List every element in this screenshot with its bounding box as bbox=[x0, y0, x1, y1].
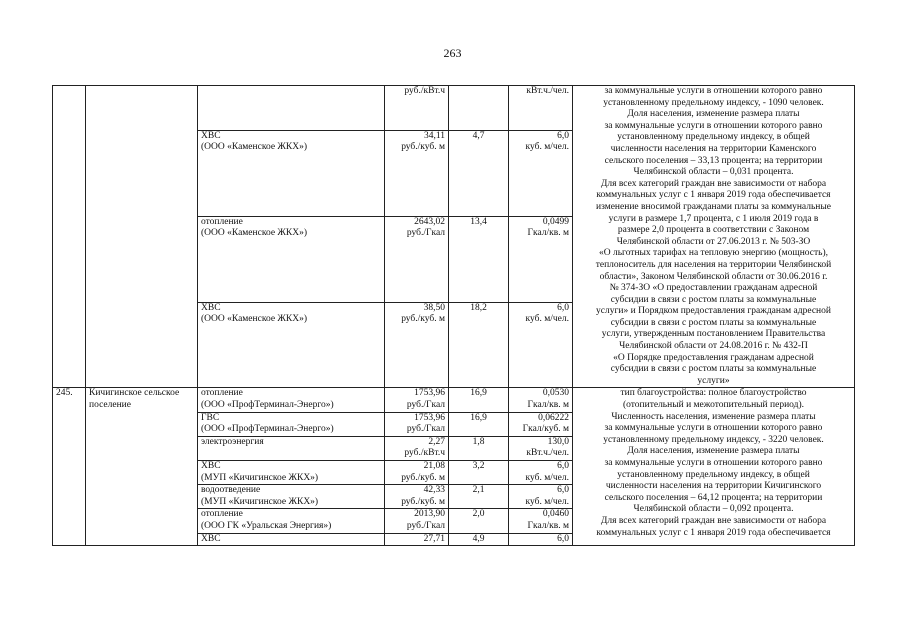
description-line: за коммунальные услуги в отношении которого равно bbox=[604, 458, 823, 468]
tariff-value: 2013,90 bbox=[414, 509, 445, 520]
norm-cell bbox=[509, 388, 573, 412]
norm-unit: кВт.ч./чел. bbox=[526, 86, 569, 96]
description-line: Доля населения, изменение размера платы bbox=[627, 446, 800, 457]
description-line: за коммунальные услуги в отношении которого равно bbox=[604, 423, 823, 434]
tariff-value: 1753,96 bbox=[414, 412, 445, 423]
tariff-cell bbox=[385, 485, 449, 509]
tariff-unit: руб./Гкал bbox=[406, 400, 445, 411]
increase-value: 2,1 bbox=[472, 485, 485, 496]
table-row bbox=[53, 388, 855, 412]
description-cell bbox=[573, 86, 855, 388]
service-name: ХВС bbox=[201, 130, 221, 141]
description-line: за коммунальные услуги в отношении которого равно bbox=[604, 120, 823, 131]
entry-number-cell bbox=[53, 86, 86, 388]
increase-cell bbox=[449, 388, 509, 412]
tariff-unit: руб./куб. м bbox=[401, 314, 445, 325]
service-provider: (ООО ГК «Уральская Энергия») bbox=[201, 520, 332, 531]
increase-value: 4,9 bbox=[472, 533, 485, 544]
norm-cell bbox=[509, 509, 573, 533]
increase-cell bbox=[449, 533, 509, 546]
service-provider: (ООО «Каменское ЖКХ») bbox=[201, 314, 308, 325]
norm-cell bbox=[509, 130, 573, 216]
tariff-unit: руб./кВт.ч bbox=[404, 86, 445, 96]
description-line: услуги, утвержденным постановлением Правительства bbox=[601, 329, 826, 340]
norm-value: 0,06222 bbox=[538, 412, 569, 423]
increase-value: 16,9 bbox=[470, 388, 487, 399]
tariff-table bbox=[52, 85, 855, 546]
description-line: за коммунальные услуги в отношении которого равно bbox=[604, 86, 823, 96]
norm-unit: куб. м/чел. bbox=[525, 472, 569, 483]
tariff-cell bbox=[385, 86, 449, 131]
table-body bbox=[53, 86, 855, 546]
norm-value: 6,0 bbox=[557, 461, 569, 471]
increase-cell bbox=[449, 302, 509, 388]
increase-cell bbox=[449, 461, 509, 485]
description-line: № 374-ЗО «О предоставлении гражданам адресной bbox=[609, 283, 818, 294]
service-provider: (ООО «Каменское ЖКХ») bbox=[201, 142, 308, 153]
tariff-value: 42,33 bbox=[423, 485, 445, 496]
service-cell bbox=[198, 302, 385, 388]
service-cell bbox=[198, 533, 385, 546]
service-cell bbox=[198, 130, 385, 216]
increase-cell bbox=[449, 412, 509, 436]
norm-unit: куб. м/чел. bbox=[525, 314, 569, 325]
tariff-unit: руб./кВт.ч bbox=[404, 448, 445, 459]
service-name: ГВС bbox=[201, 412, 220, 423]
norm-unit: Гкал/кв. м bbox=[527, 228, 569, 239]
description-line: Челябинской области – 0,092 процента. bbox=[633, 504, 794, 515]
description-line: сельского поселения – 64,12 процента; на территории bbox=[604, 492, 823, 503]
description-line: области», Законом Челябинской области от 30.06.2016 г. bbox=[599, 271, 828, 282]
description-line: установленному предельному индексу, - 1090 человек. bbox=[603, 97, 824, 108]
entry-number-cell bbox=[53, 388, 86, 546]
description-line: Челябинской области – 0,031 процента. bbox=[633, 167, 794, 178]
service-name: отопление bbox=[201, 388, 243, 399]
increase-cell bbox=[449, 509, 509, 533]
increase-value: 1,8 bbox=[472, 436, 485, 447]
tariff-cell bbox=[385, 130, 449, 216]
description-line: (отопительный и межотопительный период). bbox=[622, 400, 805, 411]
increase-cell bbox=[449, 485, 509, 509]
tariff-unit: руб./куб. м bbox=[401, 142, 445, 153]
service-provider: (ООО «Каменское ЖКХ») bbox=[201, 228, 308, 239]
description-line: субсидии в связи с ростом платы за коммунальные bbox=[610, 294, 817, 305]
tariff-unit: руб./Гкал bbox=[406, 228, 445, 239]
tariff-value: 27,71 bbox=[423, 533, 445, 544]
increase-value: 3,2 bbox=[472, 461, 485, 471]
description-line: тип благоустройства: полное благоустройство bbox=[620, 388, 807, 399]
norm-cell bbox=[509, 86, 573, 131]
tariff-cell bbox=[385, 533, 449, 546]
service-provider: (ООО «ПрофТерминал-Энерго») bbox=[201, 400, 334, 411]
service-cell bbox=[198, 436, 385, 460]
service-name: водоотведение bbox=[201, 485, 261, 496]
service-name: электроэнергия bbox=[201, 436, 264, 447]
tariff-unit: руб./куб. м bbox=[401, 472, 445, 483]
description-line: сельского поселения – 33,13 процента; на территории bbox=[604, 155, 823, 166]
norm-cell bbox=[509, 216, 573, 302]
norm-value: 0,0460 bbox=[542, 509, 569, 520]
description-line: Доля населения, изменение размера платы bbox=[627, 109, 800, 120]
service-cell bbox=[198, 86, 385, 131]
description-line: коммунальных услуг с 1 января 2019 года обеспечивается bbox=[596, 527, 831, 538]
description-line: Численность населения, изменение размера платы bbox=[611, 411, 816, 422]
service-cell bbox=[198, 216, 385, 302]
description-cell bbox=[573, 388, 855, 546]
increase-value: 13,4 bbox=[470, 216, 487, 227]
description-line: изменение вносимой гражданами платы за коммунальные bbox=[596, 201, 831, 212]
tariff-cell bbox=[385, 461, 449, 485]
service-name: ХВС bbox=[201, 461, 221, 471]
service-cell bbox=[198, 461, 385, 485]
service-name: ХВС bbox=[201, 533, 221, 544]
service-provider: (ООО «ПрофТерминал-Энерго») bbox=[201, 424, 334, 435]
tariff-cell bbox=[385, 216, 449, 302]
service-cell bbox=[198, 509, 385, 533]
service-provider: (МУП «Кичигинское ЖКХ») bbox=[201, 496, 319, 507]
norm-value: 6,0 bbox=[557, 130, 569, 141]
norm-unit: Гкал/кв. м bbox=[527, 400, 569, 411]
tariff-unit: руб./Гкал bbox=[406, 520, 445, 531]
increase-cell bbox=[449, 216, 509, 302]
norm-value: 0,0499 bbox=[542, 216, 569, 227]
norm-unit: Гкал/кв. м bbox=[527, 520, 569, 531]
increase-value: 16,9 bbox=[470, 412, 487, 423]
settlement-cell bbox=[86, 86, 198, 388]
service-name: отопление bbox=[201, 509, 243, 520]
settlement-cell bbox=[86, 388, 198, 546]
description-line: услуги» bbox=[697, 375, 730, 386]
tariff-cell bbox=[385, 436, 449, 460]
norm-cell bbox=[509, 412, 573, 436]
description-line: услуги» и Порядком предоставления гражданам адресной bbox=[596, 306, 831, 317]
tariff-value: 1753,96 bbox=[414, 388, 445, 399]
increase-value: 4,7 bbox=[472, 130, 485, 141]
description-line: субсидии в связи с ростом платы за коммунальные bbox=[610, 364, 817, 375]
service-cell bbox=[198, 388, 385, 412]
settlement-name: Кичигинское сельское поселение bbox=[89, 388, 180, 411]
tariff-cell bbox=[385, 509, 449, 533]
description-line: субсидии в связи с ростом платы за коммунальные bbox=[610, 317, 817, 328]
description-line: коммунальных услуг с 1 января 2019 года обеспечивается bbox=[596, 190, 831, 201]
entry-number: 245. bbox=[56, 388, 73, 399]
service-name: ХВС bbox=[201, 302, 221, 313]
norm-value: 6,0 bbox=[557, 533, 569, 544]
description-line: Челябинской области от 24.08.2016 г. № 432-П bbox=[619, 341, 808, 352]
norm-value: 6,0 bbox=[557, 302, 569, 313]
table-row bbox=[53, 86, 855, 131]
tariff-cell bbox=[385, 302, 449, 388]
norm-unit: Гкал/куб. м bbox=[522, 424, 569, 435]
increase-value: 2,0 bbox=[472, 509, 485, 520]
tariff-value: 38,50 bbox=[423, 302, 445, 313]
norm-cell bbox=[509, 436, 573, 460]
tariff-cell bbox=[385, 412, 449, 436]
tariff-cell bbox=[385, 388, 449, 412]
increase-cell bbox=[449, 86, 509, 131]
description-line: установленному предельному индексу, в общей bbox=[617, 132, 810, 143]
description-line: численности населения на территории Кичигинского bbox=[605, 481, 822, 492]
tariff-value: 21,08 bbox=[423, 461, 445, 471]
description-line: размере 2,0 процента в соответствии с Законом bbox=[617, 225, 810, 236]
tariff-unit: руб./Гкал bbox=[406, 424, 445, 435]
description-line: Для всех категорий граждан вне зависимости от набора bbox=[600, 178, 827, 189]
description-line: «О Порядке предоставления гражданам адресной bbox=[613, 352, 814, 363]
service-name: отопление bbox=[201, 216, 243, 227]
tariff-unit: руб./куб. м bbox=[401, 496, 445, 507]
description-line: установленному предельному индексу, в общей bbox=[617, 469, 810, 480]
description-line: установленному предельному индексу, - 3220 человек. bbox=[603, 434, 824, 445]
tariff-value: 2,27 bbox=[428, 436, 445, 447]
description-line: теплоноситель для населения на территории Челябинской bbox=[595, 259, 832, 270]
tariff-value: 34,11 bbox=[423, 130, 445, 141]
description-line: Для всех категорий граждан вне зависимости от набора bbox=[600, 515, 827, 526]
norm-value: 6,0 bbox=[557, 485, 569, 496]
service-cell bbox=[198, 485, 385, 509]
norm-value: 0,0530 bbox=[542, 388, 569, 399]
norm-unit: кВт.ч./чел. bbox=[526, 448, 569, 459]
norm-cell bbox=[509, 485, 573, 509]
norm-unit: куб. м/чел. bbox=[525, 142, 569, 153]
service-provider: (МУП «Кичигинское ЖКХ») bbox=[201, 472, 319, 483]
increase-cell bbox=[449, 436, 509, 460]
norm-value: 130,0 bbox=[547, 436, 569, 447]
increase-value: 18,2 bbox=[470, 302, 487, 313]
increase-cell bbox=[449, 130, 509, 216]
norm-cell bbox=[509, 533, 573, 546]
tariff-value: 2643,02 bbox=[414, 216, 445, 227]
norm-cell bbox=[509, 302, 573, 388]
description-line: Челябинской области от 27.06.2013 г. № 503-ЗО bbox=[616, 236, 811, 247]
norm-cell bbox=[509, 461, 573, 485]
service-cell bbox=[198, 412, 385, 436]
description-line: «О льготных тарифах на тепловую энергию (мощность), bbox=[598, 248, 829, 259]
description-line: услуги в размере 1,7 процента, с 1 июля 2019 года в bbox=[608, 213, 819, 224]
description-line: численности населения на территории Каменского bbox=[610, 143, 817, 154]
norm-unit: куб. м/чел. bbox=[525, 496, 569, 507]
page-number: 263 bbox=[443, 46, 462, 60]
